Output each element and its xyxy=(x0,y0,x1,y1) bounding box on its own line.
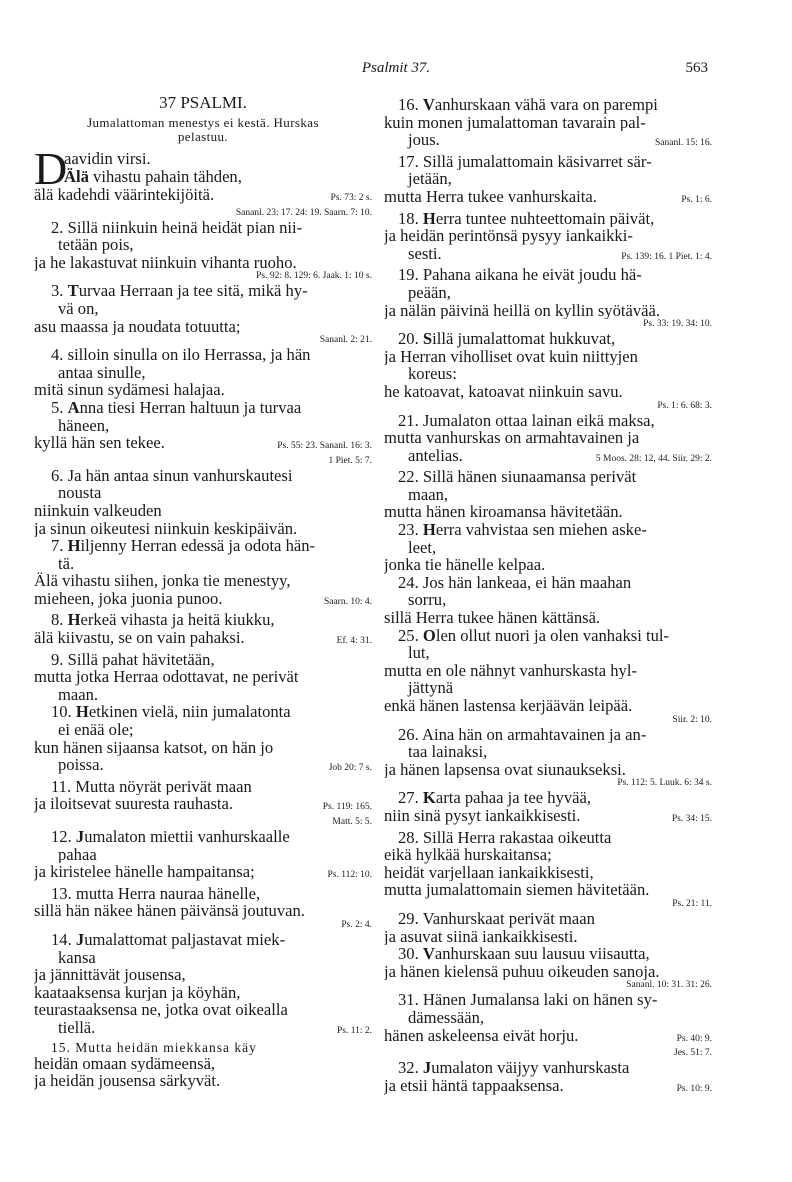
verse-line: mieheen, joka juonia punoo. xyxy=(34,589,223,608)
right-column xyxy=(384,88,712,1168)
verse-9 xyxy=(34,651,372,704)
verse-initial: O xyxy=(422,626,436,645)
verse-line: nna tiesi Herran haltuun ja turvaa xyxy=(79,398,302,417)
verse-initial: S xyxy=(422,330,433,348)
verse-line: mutta hänen kiroamansa hävitetään. xyxy=(384,503,623,522)
verse-number: 14. xyxy=(51,930,72,949)
verse-line: tä. xyxy=(58,554,75,573)
verse-32 xyxy=(384,1059,712,1098)
cross-reference: Ps. 11: 2. xyxy=(336,1025,372,1036)
verse-line: nousta xyxy=(58,484,102,502)
verse-11 xyxy=(34,778,372,828)
verse-18 xyxy=(384,210,712,267)
verse-line: anhurskaan suu lausuu viisautta, xyxy=(434,945,650,963)
verse-initial: H xyxy=(67,537,81,555)
verse-line: dämessään, xyxy=(408,1008,485,1027)
verse-8 xyxy=(34,611,372,650)
verse-line: Mutta nöyrät perivät maan xyxy=(75,777,252,796)
verse-line: peään, xyxy=(408,283,451,302)
verse-text: vihastu pahain tähden, xyxy=(88,168,242,186)
verse-number: 21. xyxy=(398,411,419,430)
verse-number: 5. xyxy=(51,398,64,417)
verse-30 xyxy=(384,945,712,991)
verse-line: heidän omaan sydämeensä, xyxy=(34,1054,216,1073)
verse-number: 22. xyxy=(398,468,419,486)
cross-reference: Job 20: 7 s. xyxy=(328,763,372,774)
verse-line: ja sinun oikeutesi niinkuin keskipäivän. xyxy=(34,519,298,538)
verse-19 xyxy=(384,266,712,330)
verse-15 xyxy=(34,1041,372,1090)
verse-line: vä on, xyxy=(58,299,99,318)
verse-line: älä kiivastu, se on vain pahaksi. xyxy=(34,629,245,648)
verse-7 xyxy=(34,537,372,611)
cross-reference: Ps. 73: 2 s. xyxy=(330,193,372,203)
verse-line: Mutta heidän miekkansa käy xyxy=(75,1040,257,1055)
verse-12 xyxy=(34,828,372,885)
verse-line: ja hänen kielensä puhuu oikeuden sanoja. xyxy=(384,962,660,981)
psalm-summary-line: pelastuu. xyxy=(177,129,229,144)
cross-reference: Ps. 92: 8. 129: 6. Jaak. 1: 10 s. xyxy=(256,271,372,282)
verse-number: 28. xyxy=(398,828,419,847)
cross-reference: 5 Moos. 28: 12, 44. Siir. 29: 2. xyxy=(595,453,712,464)
page-number: 563 xyxy=(685,60,708,76)
verse-initial: J xyxy=(75,828,85,846)
verse-5 xyxy=(34,399,372,467)
verse-line: ja Herran viholliset ovat kuin niittyjen xyxy=(384,347,638,366)
verse-13 xyxy=(34,885,372,931)
verse-line: kaataaksensa kurjan ja köyhän, xyxy=(34,983,241,1002)
verse-number: 4. xyxy=(51,346,64,364)
running-title: Psalmit 37. xyxy=(361,60,431,76)
verse-keyword: Älä xyxy=(64,168,89,186)
verse-line: maan. xyxy=(58,685,99,704)
verse-line: mutta en ole nähnyt vanhurskasta hyl- xyxy=(384,661,637,680)
verse-line: heidät varjellaan iankaikkisesti, xyxy=(384,863,594,882)
verse-line: ja asuvat siinä iankaikkisesti. xyxy=(384,927,578,946)
verse-line: urvaa Herraan ja tee sitä, mikä hy- xyxy=(78,282,308,300)
cross-reference: Ps. 139: 16. 1 Piet. 1: 4. xyxy=(621,251,712,262)
cross-reference: Siir. 2: 10. xyxy=(672,714,712,725)
verse-line: Sillä hänen siunaamansa perivät xyxy=(422,468,637,486)
verse-number: 18. xyxy=(398,209,419,228)
verse-initial: H xyxy=(67,611,81,630)
cross-reference: Ps. 112: 10. xyxy=(327,870,372,881)
verse-number: 17. xyxy=(398,152,419,171)
verse-line: erkeä vihasta ja heitä kiukku, xyxy=(80,611,275,630)
verse-line: umalaton miettii vanhurskaalle xyxy=(84,828,290,846)
verse-number: 26. xyxy=(398,725,419,744)
verse-initial: T xyxy=(67,282,79,300)
cross-reference: Ps. 33: 19. 34: 10. xyxy=(643,319,712,330)
cross-reference: Ps. 40: 9. xyxy=(676,1033,712,1044)
verse-line: asu maassa ja noudata totuutta; xyxy=(34,317,241,336)
verse-line: illä jumalattomat hukkuvat, xyxy=(432,330,616,348)
cross-reference: Ps. 10: 9. xyxy=(676,1083,712,1094)
verse-line: aavidin virsi. xyxy=(64,150,151,168)
verse-line: Jos hän lankeaa, ei hän maahan xyxy=(422,573,632,592)
verse-number: 30. xyxy=(398,945,419,963)
verse-line: Sillä niinkuin heinä heidät pian nii- xyxy=(67,218,303,237)
cross-reference: Ps. 1: 6. 68: 3. xyxy=(657,400,712,411)
psalm-summary xyxy=(34,116,372,144)
verse-initial: A xyxy=(67,398,80,417)
verse-number: 8. xyxy=(51,611,64,630)
verse-line: jetään, xyxy=(408,170,452,188)
verse-line: koreus: xyxy=(408,365,457,383)
verse-line: kuin monen jumalattoman tavarain pal- xyxy=(384,113,646,132)
verse-17 xyxy=(384,153,712,210)
verse-line: jonka tie hänelle kelpaa. xyxy=(384,556,546,574)
verse-line: Vanhurskaat perivät maan xyxy=(422,909,595,928)
cross-reference: Sananl. 2: 21. xyxy=(319,335,372,346)
verse-line: tiellä. xyxy=(58,1018,96,1037)
verse-line: enkä hänen lastensa kerjäävän leipää. xyxy=(384,697,633,715)
verse-26 xyxy=(384,726,712,790)
verse-24 xyxy=(384,574,712,627)
verse-line: Ja hän antaa sinun vanhurskautesi xyxy=(67,466,293,485)
verse-line: len ollut nuori ja olen vanhaksi tul- xyxy=(435,626,670,645)
verse-number: 16. xyxy=(398,96,419,114)
verse-line: leet, xyxy=(408,538,437,557)
verse-4 xyxy=(34,346,372,399)
verse-number: 29. xyxy=(398,909,419,928)
verse-number: 20. xyxy=(398,330,419,348)
verse-number: 19. xyxy=(398,266,419,284)
verse-line: ja etsii häntä tappaaksensa. xyxy=(384,1076,564,1095)
verse-31 xyxy=(384,991,712,1059)
verse-28 xyxy=(384,829,712,910)
verse-line: eikä hylkää hurskaitansa; xyxy=(384,846,552,864)
cross-reference: Ps. 119: 165. xyxy=(322,802,372,813)
verse-line: poissa. xyxy=(58,756,104,775)
verse-line: erra tuntee nuhteettomain päivät, xyxy=(435,209,655,228)
verse-number: 25. xyxy=(398,626,419,645)
cross-reference: Sananl. 15: 16. xyxy=(655,138,712,149)
cross-reference: Jes. 51: 7. xyxy=(674,1048,712,1059)
verse-line: maan, xyxy=(408,485,449,504)
verse-line: Sillä pahat hävitetään, xyxy=(67,650,215,669)
verse-number: 11. xyxy=(51,777,72,796)
verse-line: niinkuin valkeuden xyxy=(34,501,162,520)
verse-line: niin sinä pysyt iankaikkisesti. xyxy=(384,806,581,825)
verse-number: 27. xyxy=(398,789,419,807)
verse-initial: H xyxy=(75,703,89,722)
cross-reference: Sananl. 10: 31. 31: 26. xyxy=(626,980,712,991)
verse-number: 31. xyxy=(398,991,419,1009)
cross-reference: Sananl. 23: 17. 24: 19. Saarn. 7: 10. xyxy=(235,207,372,218)
left-column xyxy=(34,88,372,1168)
verse-line: Hänen Jumalansa laki on hänen sy- xyxy=(422,991,658,1009)
verse-line: kyllä hän sen tekee. xyxy=(34,434,165,453)
verse-line: Sillä Herra rakastaa oikeutta xyxy=(422,828,612,847)
verse-line: umalattomat paljastavat miek- xyxy=(84,930,286,949)
verse-line: umalaton väijyy vanhurskasta xyxy=(431,1059,630,1077)
verse-29 xyxy=(384,910,712,945)
verse-22 xyxy=(384,468,712,521)
verse-line: ja kiristelee hänelle hampaitansa; xyxy=(34,863,255,882)
verse-line: Pahana aikana he eivät joudu hä- xyxy=(422,266,642,284)
cross-reference: Saarn. 10: 4. xyxy=(323,596,372,607)
verse-25 xyxy=(384,627,712,726)
verse-line: etkinen vielä, niin jumalatonta xyxy=(88,703,291,722)
verse-line: erra vahvistaa sen miehen aske- xyxy=(435,521,647,539)
verse-14 xyxy=(34,931,372,1041)
verse-line: teurastaaksensa ne, jotka ovat oikealla xyxy=(34,1001,288,1019)
verse-number: 10. xyxy=(51,703,72,722)
verse-line: arta pahaa ja tee hyvää, xyxy=(435,789,592,807)
psalm-title: 37 PSALMI. xyxy=(159,93,247,112)
verse-23 xyxy=(384,521,712,574)
verse-number: 23. xyxy=(398,521,419,539)
verse-line: kun hänen sijaansa katsot, on hän jo xyxy=(34,738,274,757)
verse-initial: V xyxy=(422,945,435,963)
verse-line: ja heidän jousensa särkyvät. xyxy=(34,1072,221,1090)
verse-line: sesti. xyxy=(408,244,442,263)
verse-line: ja jännittävät jousensa, xyxy=(34,966,186,984)
verse-6 xyxy=(34,467,372,537)
verse-number: 24. xyxy=(398,573,419,592)
verse-line: mutta Herra tukee vanhurskaita. xyxy=(384,187,597,206)
verse-line: ja hänen lapsensa ovat siunaukseksi. xyxy=(384,760,626,779)
verse-line: hänen askeleensa eivät horju. xyxy=(384,1026,579,1045)
verse-line: mutta jotka Herraa odottavat, ne perivät xyxy=(34,668,299,686)
psalm-summary-line: Jumalattoman menestys ei kestä. Hurskas xyxy=(87,115,319,130)
verse-3 xyxy=(34,282,372,346)
verse-initial: K xyxy=(422,789,436,807)
verse-number: 13. xyxy=(51,884,72,903)
verse-21 xyxy=(384,412,712,469)
verse-20 xyxy=(384,330,712,411)
cross-reference: Ef. 4: 31. xyxy=(336,636,372,647)
cross-reference: Ps. 112: 5. Luuk. 6: 34 s. xyxy=(617,778,712,789)
running-head xyxy=(0,60,792,82)
verse-line: antelias. xyxy=(408,446,463,465)
verse-27 xyxy=(384,789,712,828)
verse-line: he katoavat, katoavat niinkuin savu. xyxy=(384,382,623,401)
verse-line: ja iloitsevat suuresta rauhasta. xyxy=(34,795,234,814)
verse-line: iljenny Herran edessä ja odota hän- xyxy=(80,537,316,555)
verse-line: Sillä jumalattomain käsivarret sär- xyxy=(422,152,652,171)
verse-line: ja heidän perintönsä pysyy iankaikki- xyxy=(384,227,633,245)
verse-line: pahaa xyxy=(58,845,97,864)
verse-line: silloin sinulla on ilo Herrassa, ja hän xyxy=(67,346,311,364)
verse-line: sillä Herra tukee hänen kättänsä. xyxy=(384,609,601,627)
verse-line: antaa sinulle, xyxy=(58,363,146,382)
verse-initial: V xyxy=(422,96,435,114)
verse-initial: H xyxy=(422,209,436,228)
verse-line: sorru, xyxy=(408,591,447,610)
verse-initial: H xyxy=(422,521,436,539)
verse-line: Aina hän on armahtavainen ja an- xyxy=(421,725,647,744)
cross-reference: Ps. 21: 11. xyxy=(672,898,712,909)
verse-number: 7. xyxy=(51,537,64,555)
verse-1 xyxy=(34,143,372,219)
verse-number: 2. xyxy=(51,218,64,237)
verse-2 xyxy=(34,219,372,283)
verse-line: mutta Herra nauraa hänelle, xyxy=(75,884,261,903)
cross-reference: Matt. 5: 5. xyxy=(332,817,372,827)
verse-line xyxy=(64,168,242,186)
verse-line: ei enää ole; xyxy=(58,721,134,739)
verse-number: 6. xyxy=(51,466,64,485)
verse-line: jous. xyxy=(408,131,440,150)
verse-line: tetään pois, xyxy=(58,236,134,254)
cross-reference: Ps. 2: 4. xyxy=(341,919,372,930)
verse-line: häneen, xyxy=(58,416,110,435)
verse-line: sillä hän näkee hänen päivänsä joutuvan. xyxy=(34,902,305,920)
verse-line: lut, xyxy=(408,644,430,662)
verse-line: mutta vanhurskas on armahtavainen ja xyxy=(384,429,640,447)
drop-cap: D xyxy=(34,143,68,194)
verse-line: jättynä xyxy=(408,679,454,697)
verse-line: mutta jumalattomain siemen hävitetään. xyxy=(384,881,650,899)
verse-line: ja he lakastuvat niinkuin vihanta ruoho. xyxy=(34,253,297,272)
verse-initial: J xyxy=(75,930,85,949)
verse-line: Älä vihastu siihen, jonka tie menestyy, xyxy=(34,572,291,590)
verse-16 xyxy=(384,96,712,153)
cross-reference: 1 Piet. 5: 7. xyxy=(328,455,372,466)
verse-line: kansa xyxy=(58,948,96,967)
verse-10 xyxy=(34,703,372,777)
verse-line: Jumalaton ottaa lainan eikä maksa, xyxy=(422,411,655,430)
verse-line: taa lainaksi, xyxy=(408,743,488,761)
cross-reference: Ps. 34: 15. xyxy=(671,813,712,824)
cross-reference: Ps. 55: 23. Sananl. 16: 3. xyxy=(277,441,372,452)
verse-number: 9. xyxy=(51,650,64,669)
verse-line: älä kadehdi väärintekijöitä. xyxy=(34,186,215,204)
verse-number: 15. xyxy=(51,1040,71,1055)
cross-reference: Ps. 1: 6. xyxy=(681,194,712,205)
verse-number: 32. xyxy=(398,1059,419,1077)
verse-line: mitä sinun sydämesi halajaa. xyxy=(34,381,225,399)
verse-initial: J xyxy=(422,1059,432,1077)
verse-line: anhurskaan vähä vara on parempi xyxy=(434,96,658,114)
verse-number: 3. xyxy=(51,282,64,300)
verse-number: 12. xyxy=(51,828,72,846)
verse-line: ja nälän päivinä heillä on kyllin syötävää. xyxy=(384,301,661,320)
